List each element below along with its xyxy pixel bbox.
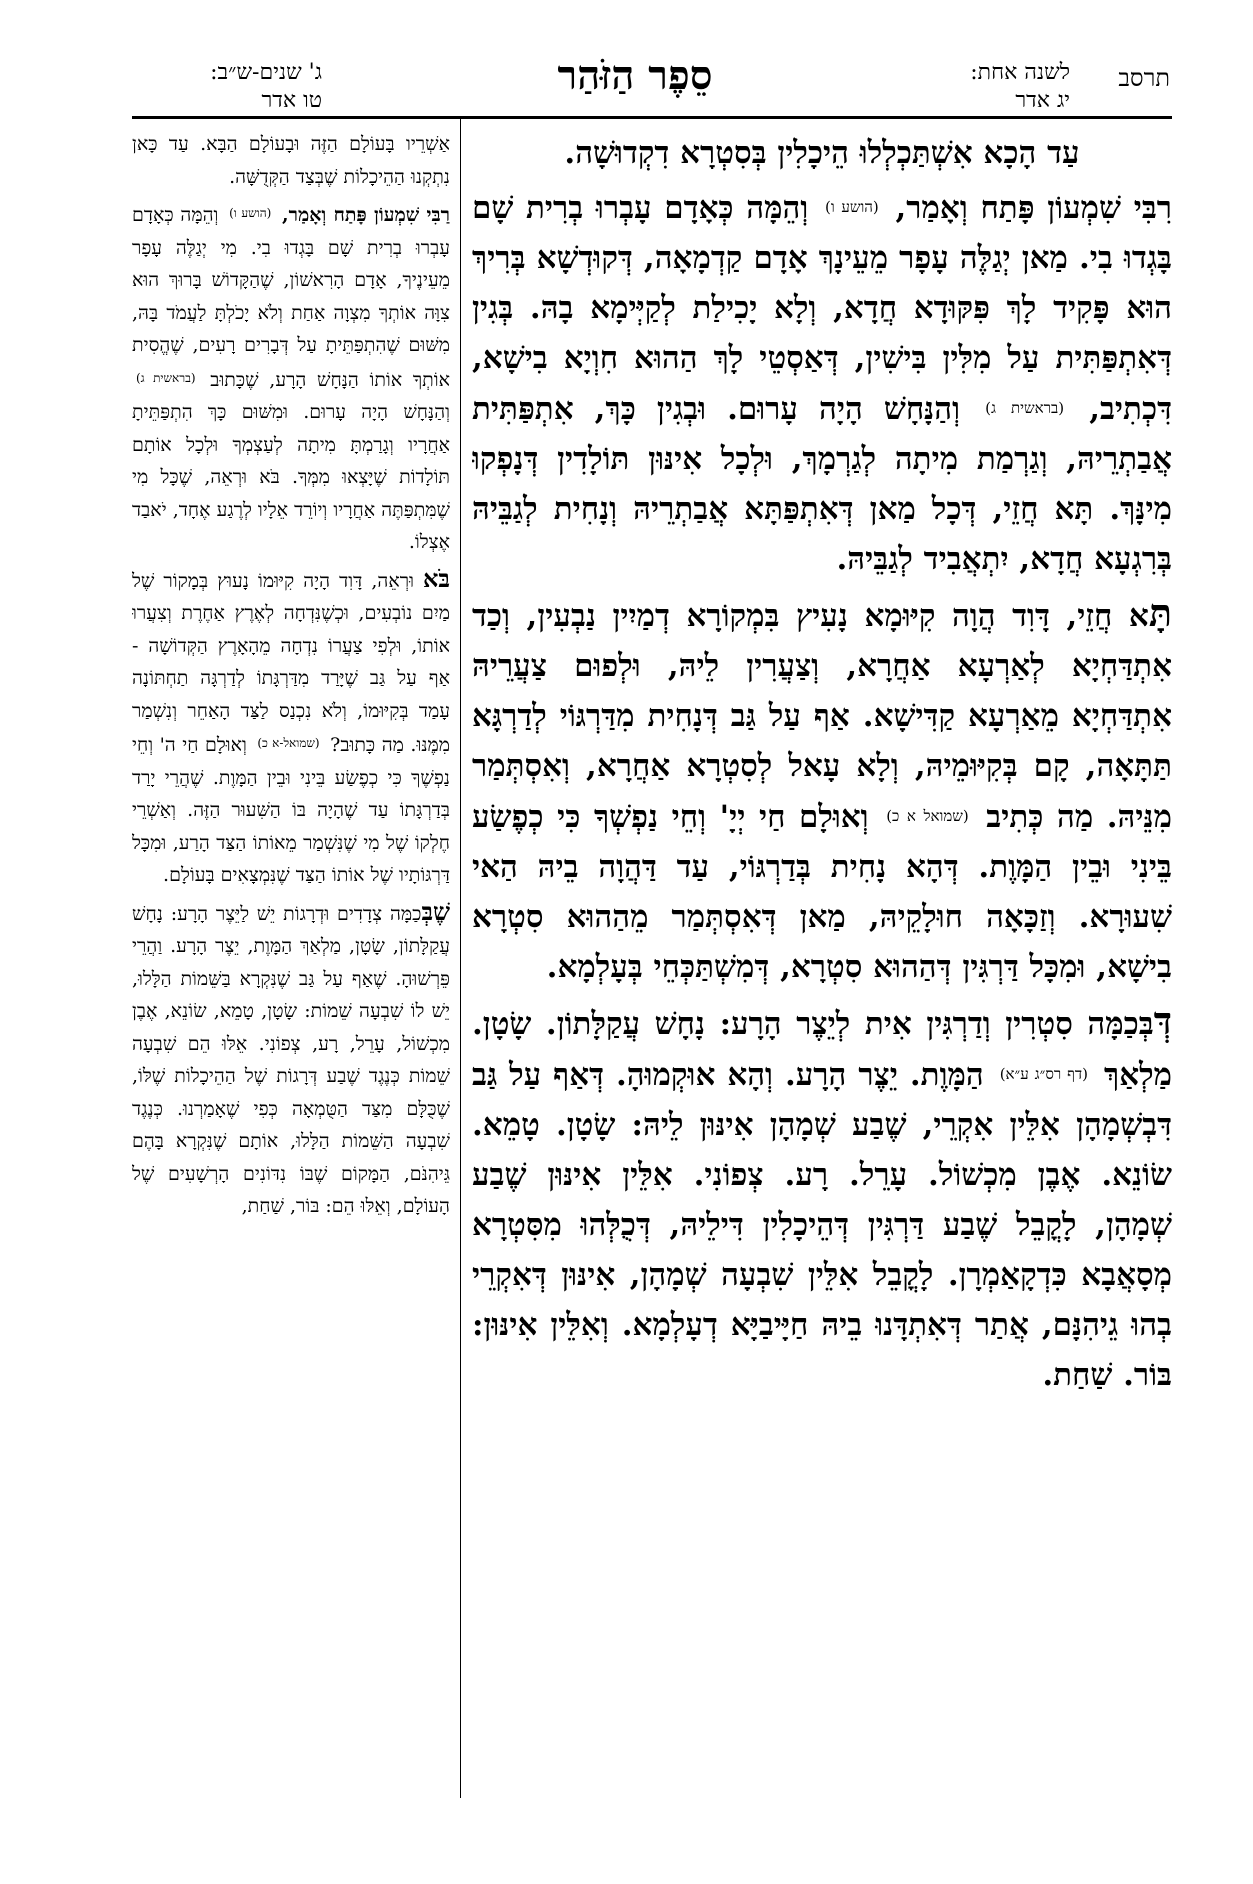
main-p4-conclusion: הַמָּוֶת. יֵצֶר הָרָע. וְהָא אוּקְמוּהָ. דְּאַף עַל גַּב דִּבְשְׁמָהָן אִלֵּין אִקְרֵי, שֶׁבַע שְׁמָהָן אִינּוּן לֵיהּ: שָׂטָן. טָמֵא. שׂוֹנֵא. אֶבֶן מִכְשׁוֹל. עָרֵל. רָע. צְפוֹנִי. אִלֵּין אִינּוּן שֶׁבַע שְׁמָהָן, לָקֳבֵל שֶׁבַע דַּרְגִּין דְּהֵיכָלִין דִּילֵיהּ, דְּכֻלְּהוּ מִסִּטְרָא מְסָאֲבָא כִּדְקָאַמְרָן. לָקֳבֵל אִלֵּין שִׁבְעָה שְׁמָהָן, אִינּוּן דְּאִקְרֵי בְהוּ גֵיהִנָּם, אֲתַר דְּאִתְדָּנוּ בֵיהּ חַיָּיבַיָּא דְעָלְמָא. וְאִלֵּין אִינּוּן: בּוֹר. שַׁחַת.	[472, 1057, 1172, 1393]
page-number: תרסב	[1118, 64, 1170, 92]
side-paragraph-3	[132, 563, 450, 892]
header-left-study-cycle: ג' שנים-ש״ב:	[210, 60, 322, 85]
main-p3-body: א חֲזֵי, דָּוִד הֲוָה קִיּוּמָא נָעִיץ בִּמְקוֹרָא דְמַיִין נַבְעִין, וְכַד אִתְדַּחְיָא לְאַרְעָא אַחֲרָא, וְצַעֲרִין לֵיהּ, וּלְפוּם צַעֲרֵיהּ אִתְדַּחְיָא מֵאַרְעָא קַדִּישָׁא. אַף עַל גַּב דְּנָחִית מִדַּרְגּוֹי לְדַרְגָּא תַּתָּאָה, קָם בְּקִיּוּמֵיהּ, וְלָא עָאל לְסִטְרָא אַחֲרָא, וְאִסְתְּמַר מִנֵּיהּ. מַה כְּתִיב	[472, 598, 1172, 835]
main-p2-reference: (הושע ו)	[824, 198, 879, 216]
main-p2-body: וְהֵמָּה כְּאָדָם עָבְרוּ בְרִית שָׁם בָּגְדוּ בִי. מַאן יְגַלֶּה עָפָר מֵעֵינָךְ אָדָם קַדְמָאָה, דְּקוּדְשָׁא בְּרִיךְ הוּא פָּקִיד לָךְ פִּקּוּדָא חֲדָא, וְלָא יָכִילַת לְקַיְּימָא בָהּ. בְּגִין דְּאִתְפַּתִּית עַל מִלִּין בִּישִׁין, דְּאַסְטֵי לָךְ הַהוּא חִוְיָא בִישָׁא, דִּכְתִיב,	[472, 190, 1172, 427]
side-p3-body: וּרְאֵה, דָּוִד הָיָה קִיּוּמוֹ נָעוּץ בְּמָקוֹר שֶׁל מַיִם נוֹבְעִים, וּכְשֶׁנִּדְחָה לְאֶרֶץ אַחֶרֶת וְצִעֲרוּ אוֹתוֹ, וּלְפִי צַעֲרוֹ נִדְחָה מֵהָאָרֶץ הַקְּדוֹשָׁה - אַף עַל גַּב שֶׁיָּרַד מִדַּרְגָּתוֹ לְדַרְגָּה תַחְתּוֹנָה עָמַד בְּקִיּוּמוֹ, וְלֹא נִכְנַס לַצַּד הָאַחֵר וְנִשְׁמַר מִמֶּנּוּ. מַה כָּתוּב?	[132, 569, 450, 756]
translation-column	[132, 128, 450, 1800]
side-p3-conclusion: וְאוּלָם חַי ה' וְחֵי נַפְשֶׁךָ כִּי כְפֶשַׂע בֵּינִי וּבֵין הַמָּוֶת. שֶׁהֲרֵי יָרַד בְּדַרְגָּתוֹ עַד שֶׁהָיָה בּוֹ הַשִּׁעוּר הַזֶּה. וְאַשְׁרֵי חֶלְקוֹ שֶׁל מִי שֶׁנִּשְׁמַר מֵאוֹתוֹ הַצַּד הָרַע, וּמִכָּל דַּרְגּוֹתָיו שֶׁל אוֹתוֹ הַצַּד שֶׁנִּמְצָאִים בָּעוֹלָם.	[132, 734, 450, 886]
main-p4-reference: (דף רס״ג ע״א)	[999, 1065, 1089, 1083]
main-paragraph-1	[472, 128, 1172, 178]
side-p3-reference: (שמואל-א כ)	[257, 736, 320, 750]
side-p4-body: כַמָּה צְדָדִים וּדְרָגוֹת יֵשׁ לַיֵּצֶר הָרָע: נָחָשׁ עֲקַלָּתוֹן, שָׂטָן, מַלְאַךְ הַמָּוֶת, יֵצֶר הָרָע. וַהֲרֵי פֵּרְשׁוּהָ. שֶׁאַף עַל גַּב שֶׁנִּקְרָא בַּשֵּׁמוֹת הַלָּלוּ, יֵשׁ לוֹ שִׁבְעָה שֵׁמוֹת: שָׂטָן, טָמֵא, שׂוֹנֵא, אֶבֶן מִכְשׁוֹל, עָרֵל, רָע, צְפוֹנִי. אֵלּוּ הֵם שִׁבְעָה שֵׁמוֹת כְּנֶגֶד שֶׁבַע דְּרָגוֹת שֶׁל הַהֵיכָלוֹת שֶׁלּוֹ, שֶׁכֻּלָּם מִצַּד הַטֻּמְאָה כְּפִי שֶׁאָמַרְנוּ. כְּנֶגֶד שִׁבְעָה הַשֵּׁמוֹת הַלָּלוּ, אוֹתָם שֶׁנִּקְרָא בָּהֶם גֵּיהִנֹּם, הַמָּקוֹם שֶׁבּוֹ נִדּוֹנִים הָרְשָׁעִים שֶׁל הָעוֹלָם, וְאֵלּוּ הֵם: בּוֹר, שַׁחַת,	[132, 902, 450, 1217]
main-text-column	[472, 128, 1172, 1800]
main-paragraph-4	[472, 996, 1172, 1400]
side-p2-reference-2: (בראשית ג)	[136, 370, 196, 385]
main-p4-initial: דְּ	[1153, 998, 1172, 1043]
side-p4-initial: שֶׁבְּ	[421, 896, 450, 926]
main-p2-opening: רִבִּי שִׁמְעוֹן פָּתַח וְאָמַר,	[895, 190, 1172, 226]
side-p3-initial: בֹּא	[423, 563, 450, 593]
main-p3-reference: (שמואל א כ)	[886, 807, 969, 825]
header-right-date: יג אדר	[1015, 88, 1070, 113]
main-p2-reference-2: (בראשית ג)	[985, 399, 1065, 417]
side-paragraph-2	[132, 197, 450, 559]
side-p2-reference: (הושע ו)	[229, 206, 272, 220]
main-p3-conclusion: וְאוּלָם חַי יְיָ' וְחֵי נַפְשְׁךָ כִּי כְפֶשַׂע בֵּינִי וּבֵין הַמָּוֶת. דְּהָא נָחִית בְּדַרְגּוֹי, עַד דַּהֲוָה בֵיהּ הַאי שִׁעוּרָא. וְזַכָּאָה חוּלָקֵיהּ, מַאן דְּאִסְתְּמַר מֵהַהוּא סִטְרָא בִישָׁא, וּמִכָּל דַּרְגִּין דְּהַהוּא סִטְרָא, דְּמִשְׁתַּכְּחֵי בְּעָלְמָא.	[472, 799, 1172, 985]
header-left-date: טו אדר	[261, 88, 322, 113]
main-p4-body: בְּכַמָּה סִטְרִין וְדַרְגִּין אִית לְיֵצֶר הָרָע: נָחָשׁ עֲקַלָּתוֹן. שָׂטָן. מַלְאַךְ	[472, 1006, 1172, 1093]
header-rule	[132, 116, 1172, 119]
main-paragraph-3	[472, 588, 1172, 992]
column-divider	[460, 118, 461, 1798]
main-paragraph-2	[472, 182, 1172, 584]
header-right-study-cycle: לשנה אחת:	[970, 60, 1070, 85]
page-title: סֵפֶר הַזֹּהַר	[557, 52, 713, 99]
side-paragraph-1	[132, 128, 450, 193]
main-p3-initial: תָּ	[1148, 590, 1172, 635]
side-p1-text: אַשְׁרֵיו בָּעוֹלָם הַזֶּה וּבָעוֹלָם הַבָּא. עַד כָּאן נִתְקְנוּ הַהֵיכָלוֹת שֶׁבְּצַד הַקְּדֻשָּׁה.	[132, 133, 450, 188]
side-paragraph-4	[132, 896, 450, 1223]
side-p2-opening: רַבִּי שִׁמְעוֹן פָּתַח וְאָמַר,	[282, 204, 450, 226]
main-p2-conclusion: וְהַנָּחָשׁ הָיָה עָרוּם. וּבְגִין כָּךְ, אִתְפַּתִּית אֲבַתְרֵיהּ, וְגַרְמַת מִיתָה לְגַרְמָךְ, וּלְכָל אִינּוּן תּוֹלָדִין דְּנָפְקוּ מִינָּךְ. תָּא חֲזֵי, דְּכָל מַאן דְּאִתְפַּתָּא אֲבַתְרֵיהּ וְנָחִית לְגַבֵּיהּ בְּרִגְעָא חֲדָא, יִתְאֲבִיד לְגַבֵּיהּ.	[472, 391, 1172, 577]
side-p2-body: וְהֵמָּה כְּאָדָם עָבְרוּ בְרִית שָׁם בָּגְדוּ בִי. מִי יְגַלֶּה עָפָר מֵעֵינֶיךָ, אָדָם הָרִאשׁוֹן, שֶׁהַקָּדוֹשׁ בָּרוּךְ הוּא צִוָּה אוֹתְךָ מִצְוָה אַחַת וְלֹא יָכֹלְתָּ לַעֲמֹד בָּהּ, מִשּׁוּם שֶׁהִתְפַּתֵּיתָ עַל דְּבָרִים רָעִים, שֶׁהֱסִית אוֹתְךָ אוֹתוֹ הַנָּחָשׁ הָרָע, שֶׁכָּתוּב	[132, 204, 450, 391]
side-p2-conclusion: וְהַנָּחָשׁ הָיָה עָרוּם. וּמִשּׁוּם כָּךְ הִתְפַּתֵּיתָ אַחֲרָיו וְגָרַמְתָּ מִיתָה לְעַצְמְךָ וּלְכָל אוֹתָם תּוֹלָדוֹת שֶׁיָּצְאוּ מִמְּךָ. בֹּא וּרְאֵה, שֶׁכָּל מִי שֶׁמִּתְפַּתֶּה אַחֲרָיו וְיוֹרֵד אֵלָיו לְרֶגַע אֶחָד, יֹאבַד אֶצְלוֹ.	[132, 401, 450, 553]
main-p1-text: עַד הָכָא אִשְׁתַּכְלְלוּ הֵיכָלִין בְּסִטְרָא דִקְדוּשָׁה.	[564, 135, 1080, 171]
